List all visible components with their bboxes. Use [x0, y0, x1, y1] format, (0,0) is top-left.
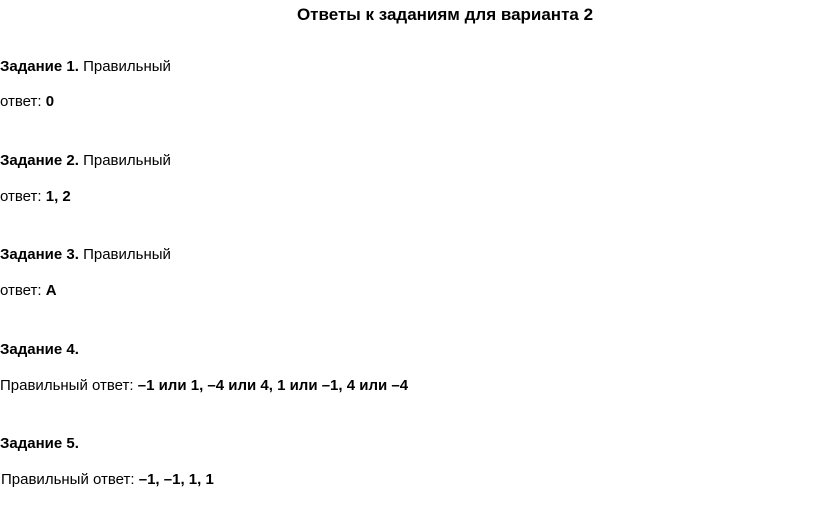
task-1-heading [0, 57, 171, 77]
task-3-heading [0, 245, 171, 265]
task-4-label: Задание 4. [0, 341, 79, 358]
task-5-answer-prefix: Правильный ответ: [1, 471, 135, 488]
task-3-answer-line [0, 281, 57, 301]
task-3-answer-prefix-2: ответ: [0, 282, 42, 299]
task-2-answer: 1, 2 [45, 188, 71, 205]
task-5-label: Задание 5. [0, 435, 79, 452]
task-1-label: Задание 1. [0, 58, 79, 75]
task-4-answer-line [0, 376, 408, 396]
task-4-answer: –1 или 1, –4 или 4, 1 или –1, 4 или –4 [137, 377, 409, 394]
task-3-answer-prefix: Правильный [83, 246, 171, 263]
task-5-answer: –1, –1, 1, 1 [138, 471, 214, 488]
task-5-answer-line [1, 470, 214, 490]
task-3-answer: А [45, 282, 57, 299]
task-1-answer: 0 [45, 93, 55, 110]
task-1-answer-prefix-2: ответ: [0, 93, 42, 110]
task-1-answer-line [0, 92, 54, 112]
task-2-answer-line [0, 187, 71, 207]
page-title: Ответы к заданиям для варианта 2 [296, 5, 594, 24]
task-2-label: Задание 2. [0, 152, 79, 169]
task-3-label: Задание 3. [0, 246, 79, 263]
task-2-answer-prefix: Правильный [83, 152, 171, 169]
task-1-answer-prefix: Правильный [83, 58, 171, 75]
task-2-answer-prefix-2: ответ: [0, 188, 42, 205]
task-4-answer-prefix: Правильный ответ: [0, 377, 134, 394]
task-5-heading [0, 434, 79, 454]
task-4-heading [0, 340, 79, 360]
task-2-heading [0, 151, 171, 171]
